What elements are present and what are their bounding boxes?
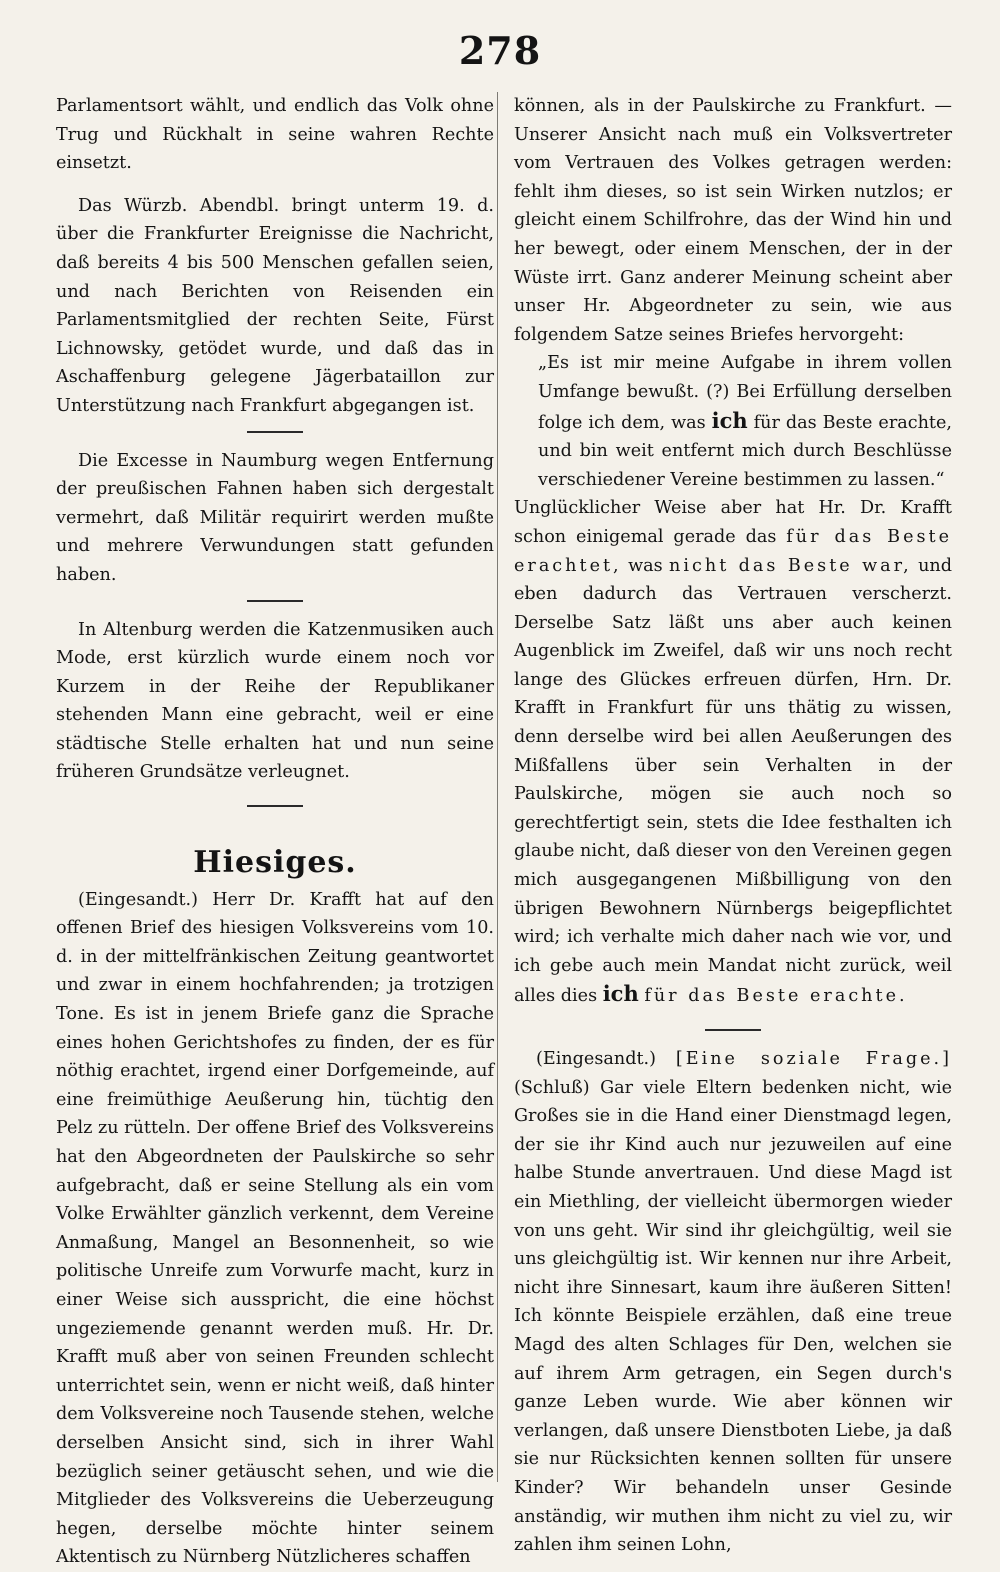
paragraph-text: (Schluß) Gar viele Eltern bedenken nicht, wie Großes sie in die Hand einer Dienstmagd legen, der sie ihr Kind auch nur jezuweilen auf eine halbe Stunde anvertrauen. Und diese Magd ist ein Miethling, der vielleicht übermorgen wieder von uns geht. Wir sind ihr gleichgültig, weil sie uns gleichgültig ist. Wir kennen nur ihre Arbeit, nicht ihre Sinnesart, kaum ihre äußeren Sitten! Ich könnte Beispiele erzählen, daß eine treue Magd des alten Schlages für Den, welchen sie auf ihrem Arm getragen, ein Segen durch's ganze Leben wurde. Wie aber können wir verlangen, daß unsere Dienstboten Liebe, ja daß sie nur Rücksichten kennen sollten für unsere Kinder? Wir behandeln unser Gesinde anständig, wir muthen ihm nicht zu viel zu, wir zahlen ihm seinen Lohn,	[514, 1077, 952, 1556]
article-paragraph: Die Excesse in Naumburg wegen Entfernung der preußischen Fahnen haben sich dergestalt vermehrt, daß Militär requirirt werden mußte und mehrere Verwundungen statt gefunden haben.	[56, 450, 494, 585]
spaced-text: für das Beste erachte.	[644, 986, 908, 1007]
separator-rule	[247, 805, 303, 807]
article-paragraph: Das Würzb. Abendbl. bringt unterm 19. d. über die Frankfurter Ereignisse die Nachricht, daß bereits 4 bis 500 Menschen gefallen seien, und nach Berichten von Reisenden ein Parlamentsmitglied der rechten Seite, Fürst Lichnowsky, getödet wurde, und daß das in Aschaffenburg gelegene Jägerbataillon zur Unterstützung nach Frankfurt abgegangen ist.	[56, 195, 494, 416]
article-paragraph	[514, 1045, 952, 1560]
paragraph-text: was	[628, 555, 663, 576]
emphasis-text: ich	[602, 981, 639, 1007]
article-paragraph	[514, 494, 952, 1011]
emphasis-text: ich	[711, 407, 748, 433]
column-divider	[497, 92, 498, 1482]
spaced-text: für das Beste erachtet,	[514, 526, 953, 576]
separator-rule	[247, 600, 303, 602]
quote-text: „Es ist mir meine Aufgabe in ihrem vollen Umfange bewußt. (?) Bei Erfüllung derselben folge ich dem, was	[538, 353, 952, 433]
right-column	[514, 92, 952, 1560]
article-paragraph: können, als in der Paulskirche zu Frankfurt. — Unserer Ansicht nach muß ein Volksvertreter vom Vertrauen des Volkes getragen werden: fehlt ihm dieses, so ist sein Wirken nutzlos; er gleicht einem Schilfrohre, das der Wind hin und her bewegt, oder einem Menschen, der in der Wüste irrt. Ganz anderer Meinung scheint aber unser Hr. Abgeordneter zu sein, wie aus folgendem Satze seines Briefes hervorgeht:	[514, 96, 952, 345]
left-column	[56, 92, 494, 1572]
article-paragraph: In Altenburg werden die Katzenmusiken auch Mode, erst kürzlich wurde einem noch vor Kurzem in der Reihe der Republikaner stehenden Mann eine gebracht, weil er eine städtische Stelle erhalten hat und nun seine früheren Grundsätze verleugnet.	[56, 619, 494, 783]
separator-rule	[247, 431, 303, 433]
article-paragraph: (Eingesandt.) Herr Dr. Krafft hat auf den offenen Brief des hiesigen Volksvereins vom 10. d. in der mittelfränkischen Zeitung geantwortet und zwar in einem hochfahrenden; ja trotzigen Tone. Es ist in jenem Briefe ganz die Sprache eines hohen Gerichtshofes zu finden, der es für nöthig erachtet, irgend einer Dorfgemeinde, auf eine freimüthige Aeußerung hin, tüchtig den Pelz zu rütteln. Der offene Brief des Volksvereins hat den Abgeordneten der Paulskirche so sehr aufgebracht, daß er seine Stellung als ein vom Volke Erwählter gänzlich verkennt, dem Vereine Anmaßung, Mangel an Besonnenheit, so wie politische Unreife zum Vorwurfe macht, kurz in einer Weise sich ausspricht, die eine höchst ungeziemende genannt werden muß. Hr. Dr. Krafft muß aber von seinen Freunden schlecht unterrichtet sein, wenn er nicht weiß, daß hinter dem Volksvereine noch Tausende stehen, welche derselben Ansicht sind, sich in ihrer Wahl bezüglich seiner getäuscht sehen, und wie die Mitglieder des Volksvereins die Ueberzeugung hegen, derselbe möchte hinter seinem Aktentisch zu Nürnberg Nützlicheres schaffen	[56, 889, 494, 1568]
separator-rule	[705, 1029, 761, 1031]
paragraph-text: und eben dadurch das Vertrauen verscherzt. Derselbe Satz läßt uns aber auch keinen Augenblick im Zweifel, daß wir uns noch recht lange des Glückes erfreuen dürfen, Hrn. Dr. Krafft in Frankfurt für uns thätig zu wissen, denn derselbe wird bei allen Aeußerungen des Mißfallens über sein Verhalten in der Paulskirche, mögen sie auch noch so gerechtfertigt sein, stets die Idee festhalten ich glaube nicht, daß dieser von den Vereinen gegen mich ausgegangenen Mißbilligung von den übrigen Bewohnern Nürnbergs beigepflichtet wird; ich verhalte mich daher nach wie vor, und ich gebe auch mein Mandat nicht zurück, weil alles dies	[514, 555, 953, 1007]
quote-text: für das Beste erachte, und bin weit entfernt mich durch Beschlüsse verschiedener Vereine bestimmen zu lassen.“	[538, 412, 952, 490]
spaced-text: [Eine soziale Frage.]	[675, 1049, 953, 1069]
section-heading: Hiesiges.	[193, 845, 357, 881]
quoted-passage	[538, 349, 952, 494]
spaced-text: nicht das Beste war,	[669, 555, 912, 576]
paragraph-text: Unglücklicher Weise aber hat Hr. Dr. Krafft schon einigemal gerade das	[514, 498, 952, 547]
page-number: 278	[458, 28, 542, 73]
paragraph-text: (Eingesandt.)	[536, 1049, 656, 1069]
article-paragraph: Parlamentsort wählt, und endlich das Volk ohne Trug und Rückhalt in seine wahren Rechte einsetzt.	[56, 96, 494, 174]
